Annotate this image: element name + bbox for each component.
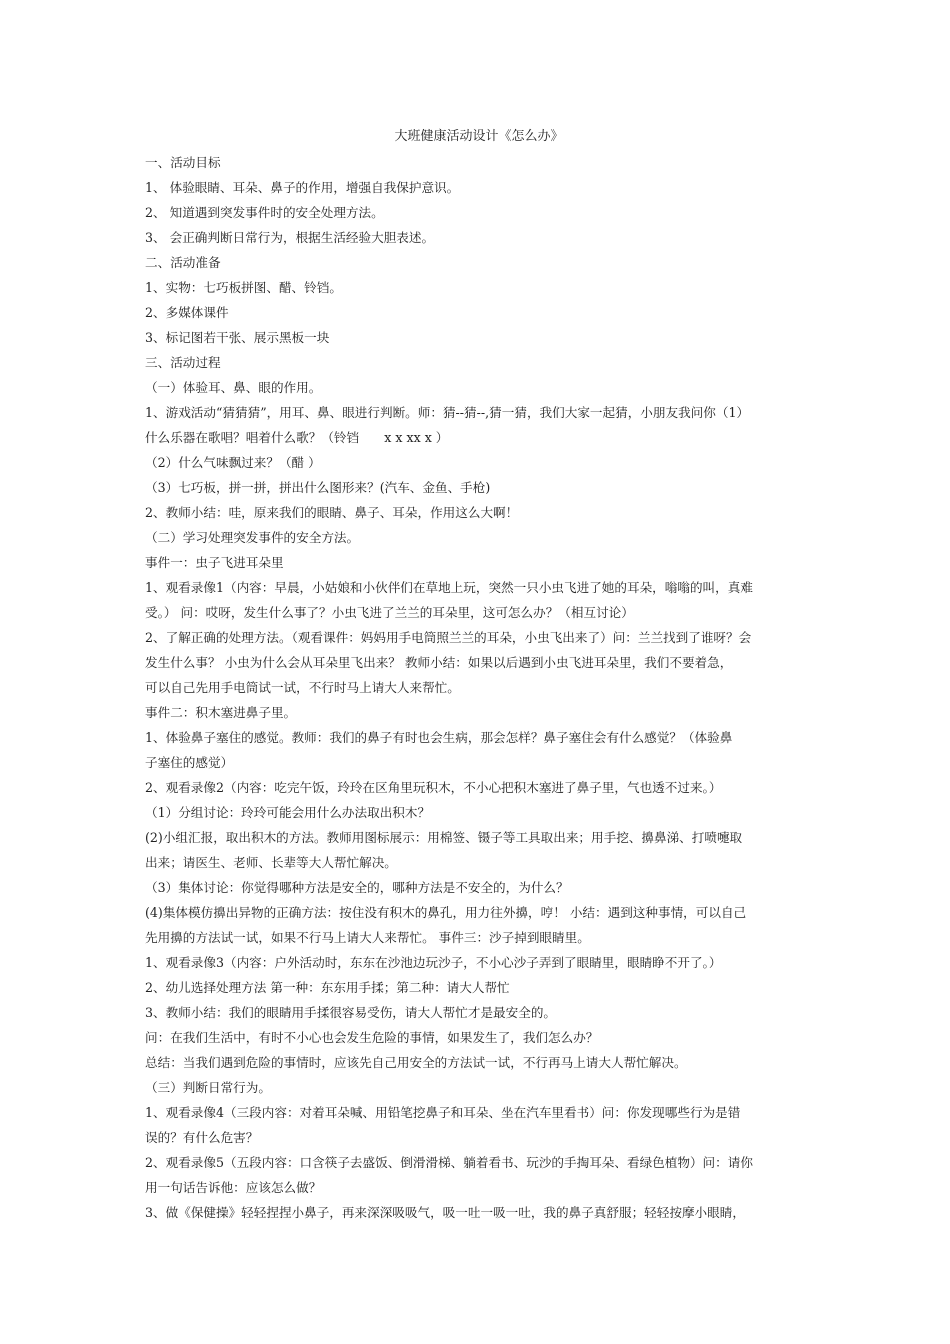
text-line: （3）集体讨论：你觉得哪种方法是安全的，哪种方法是不安全的，为什么？ xyxy=(145,880,569,895)
text-line: 3、标记图若干张、展示黑板一块 xyxy=(145,330,330,345)
document-title: 大班健康活动设计《怎么办》 xyxy=(394,129,564,144)
text-line: 先用擤的方法试一试，如果不行马上请大人来帮忙。 事件三：沙子掉到眼睛里。 xyxy=(145,930,590,945)
text-line: 事件一：虫子飞进耳朵里 xyxy=(145,555,284,570)
text-line: （3）七巧板，拼一拼，拼出什么图形来？(汽车、金鱼、手枪) xyxy=(145,480,491,495)
document-page xyxy=(145,126,813,1225)
text-line: 2、幼儿选择处理方法 第一种：东东用手揉；第二种：请大人帮忙 xyxy=(145,980,510,995)
text-line: 1、体验鼻子塞住的感觉。教师：我们的鼻子有时也会生病，那会怎样？鼻子塞住会有什么感觉？（体验鼻 xyxy=(145,730,733,745)
text-line: 出来；请医生、老师、长辈等大人帮忙解决。 xyxy=(145,855,397,870)
text-line: 总结：当我们遇到危险的事情时，应该先自己用安全的方法试一试，不行再马上请大人帮忙解决。 xyxy=(145,1055,687,1070)
text-line: 1、观看录像4（三段内容：对着耳朵喊、用铅笔挖鼻子和耳朵、坐在汽车里看书）问：你发现哪些行为是错 xyxy=(145,1105,741,1120)
text-line: 2、 知道遇到突发事件时的安全处理方法。 xyxy=(145,205,384,220)
text-line: （2）什么气味飘过来？（醋 ） xyxy=(145,455,321,470)
text-line: 1、观看录像1（内容：早晨，小姑娘和小伙伴们在草地上玩，突然一只小虫飞进了她的耳朵，嗡嗡的叫，真难 xyxy=(145,580,753,595)
text-line: (2)小组汇报，取出积木的方法。教师用图标展示：用棉签、镊子等工具取出来；用手挖、擤鼻涕、打喷嚏取 xyxy=(145,830,743,845)
text-line: （一）体验耳、鼻、眼的作用。 xyxy=(145,380,322,395)
text-line: 事件二：积木塞进鼻子里。 xyxy=(145,705,297,720)
text-line: 一、活动目标 xyxy=(145,155,221,170)
text-line: 问：在我们生活中，有时不小心也会发生危险的事情，如果发生了，我们怎么办？ xyxy=(145,1030,599,1045)
document-body xyxy=(145,150,813,1225)
text-line: 3、 会正确判断日常行为，根据生活经验大胆表述。 xyxy=(145,230,435,245)
text-line: 用一句话告诉他：应该怎么做？ xyxy=(145,1180,322,1195)
text-line: （1）分组讨论：玲玲可能会用什么办法取出积木？ xyxy=(145,805,431,820)
text-line: 2、观看录像5（五段内容：口含筷子去盛饭、倒滑滑梯、躺着看书、玩沙的手掏耳朵、看绿色植物）问：请你 xyxy=(145,1155,753,1170)
text-line: 受。） 问：哎呀，发生什么事了？小虫飞进了兰兰的耳朵里，这可怎么办？（相互讨论） xyxy=(145,605,634,620)
text-line: 1、游戏活动“猜猜猜”，用耳、鼻、眼进行判断。师：猜--猜--,猜一猜，我们大家一起猜，小朋友我问你（1） xyxy=(145,405,750,420)
text-line: 子塞住的感觉） xyxy=(145,755,234,770)
text-line: 2、观看录像2（内容：吃完午饭，玲玲在区角里玩积木，不小心把积木塞进了鼻子里，气也透不过来。） xyxy=(145,780,722,795)
text-line: 发生什么事？ 小虫为什么会从耳朵里飞出来？ 教师小结：如果以后遇到小虫飞进耳朵里，我们不要着急， xyxy=(145,655,733,670)
text-line: 可以自己先用手电筒试一试，不行时马上请大人来帮忙。 xyxy=(145,680,460,695)
text-line: 2、了解正确的处理方法。（观看课件：妈妈用手电筒照兰兰的耳朵，小虫飞出来了）问：兰兰找到了谁呀？会 xyxy=(145,630,752,645)
text-line: 3、做《保健操》轻轻捏捏小鼻子，再来深深吸吸气，吸一吐一吸一吐，我的鼻子真舒服；轻轻按摩小眼睛， xyxy=(145,1205,745,1220)
text-line: （三）判断日常行为。 xyxy=(145,1080,271,1095)
text-line: 三、活动过程 xyxy=(145,355,221,370)
text-line: (4)集体模仿擤出异物的正确方法：按住没有积木的鼻孔，用力往外擤，哼！ 小结：遇到这种事情，可以自己 xyxy=(145,905,747,920)
text-line: 什么乐器在歌唱？唱着什么歌？（铃铛 x x xx x ） xyxy=(145,430,449,445)
text-line: 2、教师小结：哇，原来我们的眼睛、鼻子、耳朵，作用这么大啊！ xyxy=(145,505,519,520)
text-line: （二）学习处理突发事件的安全方法。 xyxy=(145,530,360,545)
text-line: 1、观看录像3（内容：户外活动时，东东在沙池边玩沙子，不小心沙子弄到了眼睛里，眼睛睁不开了。） xyxy=(145,955,722,970)
text-line: 误的？有什么危害？ xyxy=(145,1130,259,1145)
text-line: 3、教师小结：我们的眼睛用手揉很容易受伤，请大人帮忙才是最安全的。 xyxy=(145,1005,557,1020)
text-line: 二、活动准备 xyxy=(145,255,221,270)
text-line: 2、多媒体课件 xyxy=(145,305,229,320)
text-line: 1、实物：七巧板拼图、醋、铃铛。 xyxy=(145,280,342,295)
text-line: 1、 体验眼睛、耳朵、鼻子的作用，增强自我保护意识。 xyxy=(145,180,460,195)
